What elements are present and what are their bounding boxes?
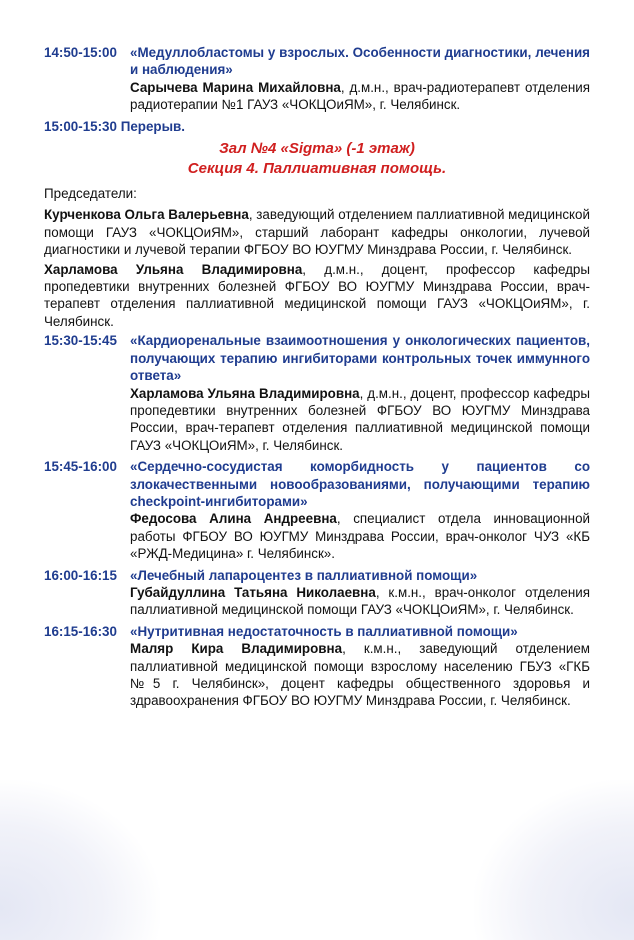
session-time: 15:45-16:00 xyxy=(44,459,117,475)
session-slot xyxy=(44,44,590,114)
speaker-name: Сарычева Марина Михайловна xyxy=(130,79,341,95)
break-time: 15:00-15:30 xyxy=(44,118,117,134)
session-content xyxy=(130,458,590,562)
session-speaker xyxy=(130,510,590,562)
session-speaker xyxy=(130,640,590,710)
chair-name: Курченкова Ольга Валерьевна xyxy=(44,207,249,223)
session-content xyxy=(130,623,590,710)
session-slot xyxy=(44,567,590,619)
chair-entry xyxy=(44,261,590,331)
chair-entry xyxy=(44,206,590,258)
program-page xyxy=(44,44,590,714)
speaker-name: Маляр Кира Владимировна xyxy=(130,641,343,657)
session-speaker xyxy=(130,385,590,455)
session-time: 14:50-15:00 xyxy=(44,45,117,60)
speaker-info: , специалист отдела инновационной работы ФГБОУ ВО ЮУГМУ Минздрава России, врач-онколог ЧУЗ «КБ «РЖД-Медицина» г. Челябинск». xyxy=(130,511,590,562)
session-title: «Сердечно-сосудистая коморбидность у пациентов со злокачественными новообразованиями, получающими терапию checkpoint-ингибиторами» xyxy=(130,459,590,509)
session-slot xyxy=(44,332,590,454)
speaker-info: , к.м.н., заведующий отделением паллиативной медицинской помощи взрослому населению ГБУЗ «ГКБ №5 г. Челябинск», доцент кафедры общественного здоровья и здравоохранения ФГБОУ ВО ЮУГМУ Минздрава России, г. Челябинск. xyxy=(130,641,591,709)
chair-name: Харламова Ульяна Владимировна xyxy=(44,261,303,277)
decorative-corner-right xyxy=(474,780,634,940)
speaker-info: , к.м.н., врач-онколог отделения паллиативной медицинской помощи ГАУЗ «ЧОКЦОиЯМ», г. Челябинск. xyxy=(130,584,590,618)
speaker-name: Федосова Алина Андреевна xyxy=(130,511,337,527)
session-content xyxy=(130,567,590,619)
session-title: «Лечебный лапароцентез в паллиативной помощи» xyxy=(130,567,478,583)
session-speaker xyxy=(130,584,590,619)
break-label: Перерыв. xyxy=(120,118,185,134)
chair-info: , заведующий отделением паллиативной медицинской помощи ГАУЗ «ЧОКЦОиЯМ», старший лаборант кафедры онкологии, лучевой диагностики и лучевой терапии ФГБОУ ВО ЮУГМУ Минздрава России, г. Челябинск. xyxy=(44,207,590,258)
speaker-info: , д.м.н., врач-радиотерапевт отделения радиотерапии №1 ГАУЗ «ЧОКЦОиЯМ», г. Челябинск. xyxy=(130,79,591,113)
session-content xyxy=(130,332,590,454)
break-slot xyxy=(44,118,590,135)
session-slot xyxy=(44,623,590,710)
speaker-name: Харламова Ульяна Владимировна xyxy=(130,385,360,401)
session-slot xyxy=(44,458,590,562)
session-time: 15:30-15:45 xyxy=(44,333,117,349)
session-content xyxy=(130,44,590,114)
speaker-info: , д.м.н., доцент, профессор кафедры пропедевтики внутренних болезней ФГБОУ ВО ЮУГМУ Минздрава России, врач-терапевт отделения паллиативной медицинской помощи ГАУЗ «ЧОКЦОиЯМ», г. Челябинск. xyxy=(130,385,590,453)
session-time: 16:00-16:15 xyxy=(44,567,117,583)
chair-info: , д.м.н., доцент, профессор кафедры пропедевтики внутренних болезней ФГБОУ ВО ЮУГМУ Минздрава России, врач-терапевт отделения паллиативной медицинской помощи ГАУЗ «ЧОКЦОиЯМ», г. Челябинск. xyxy=(44,261,590,329)
session-time: 16:15-16:30 xyxy=(44,623,117,639)
session-title: «Нутритивная недостаточность в паллиативной помощи» xyxy=(130,623,518,639)
chairs-label: Председатели: xyxy=(44,186,137,202)
speaker-name: Губайдуллина Татьяна Николаевна xyxy=(130,584,376,600)
decorative-corner-left xyxy=(0,780,160,940)
hall-heading: Зал №4 «Sigma» (-1 этаж) xyxy=(219,140,415,158)
session-title: «Медуллобластомы у взрослых. Особенности диагностики, лечения и наблюдения» xyxy=(130,45,590,78)
session-speaker xyxy=(130,79,590,114)
section-heading: Секция 4. Паллиативная помощь. xyxy=(187,160,447,178)
session-title: «Кардиоренальные взаимоотношения у онкологических пациентов, получающих терапию ингибиторами контрольных точек иммунного ответа» xyxy=(130,333,590,384)
